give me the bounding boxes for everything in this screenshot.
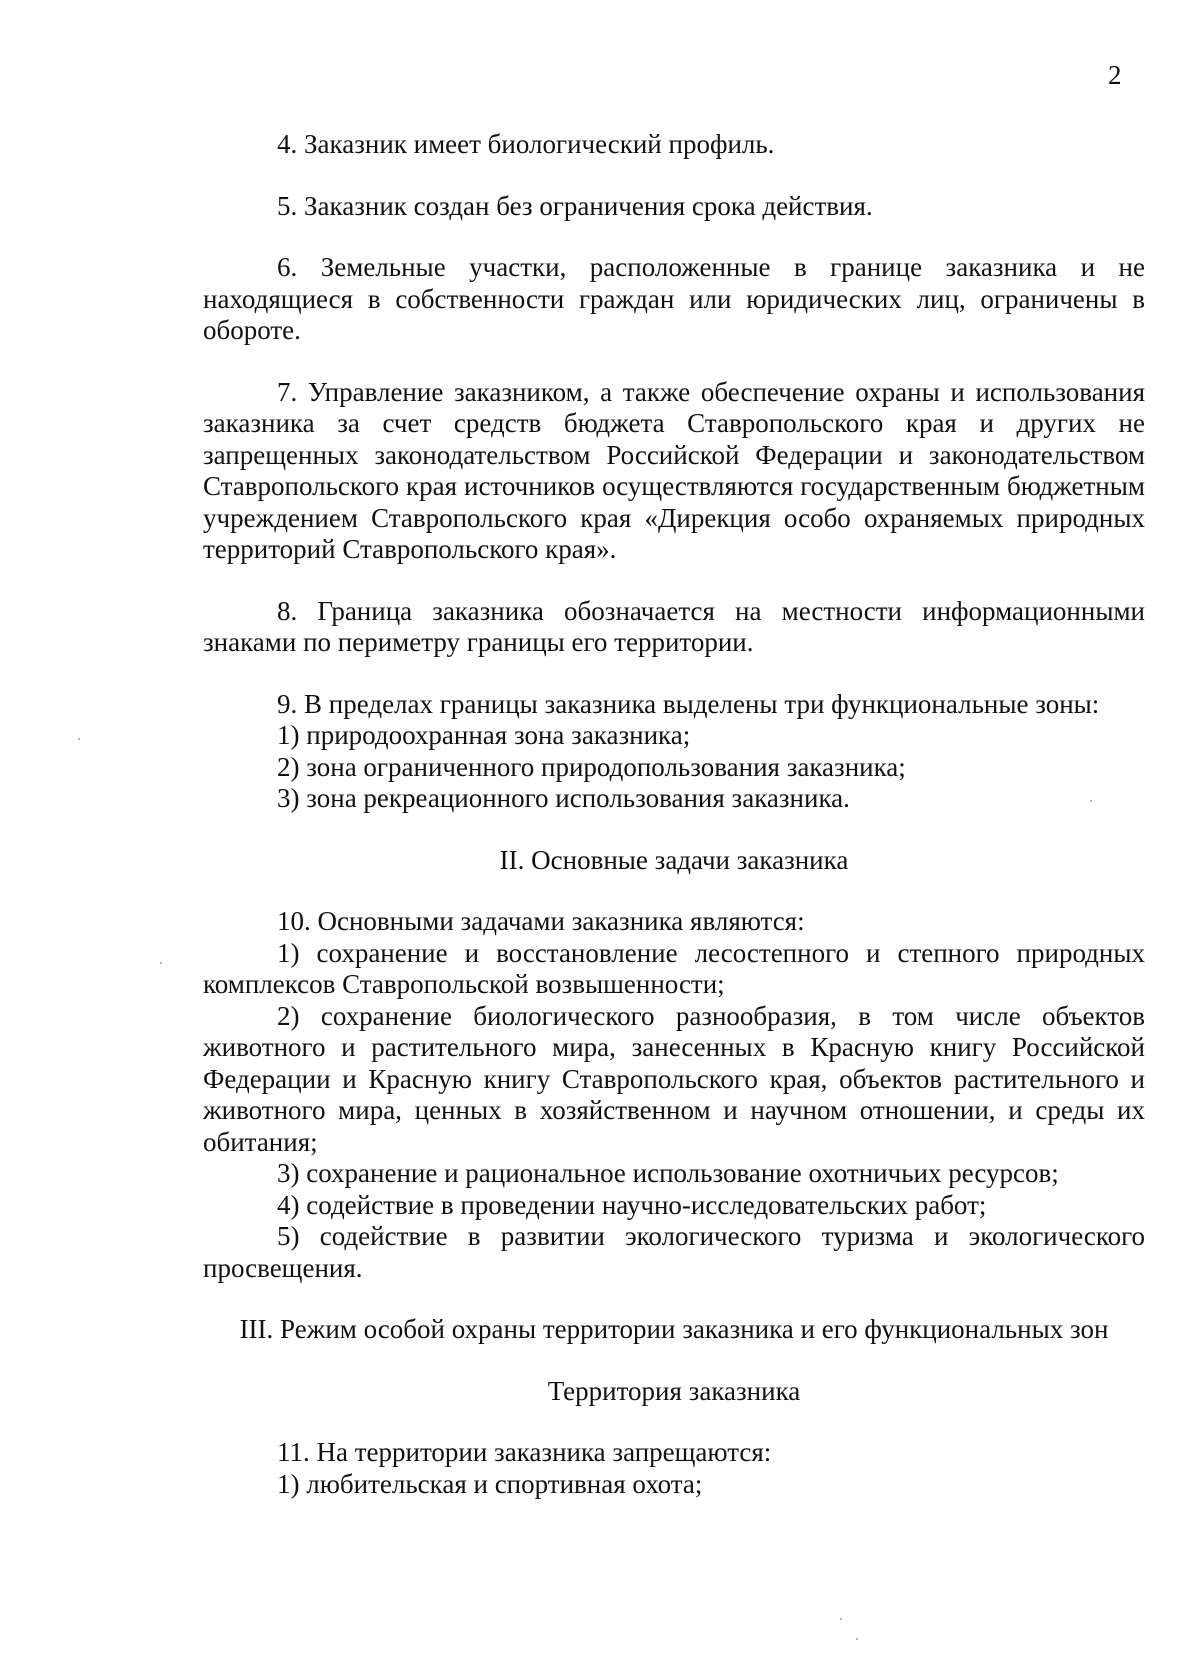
item-11: 11. На территории заказника запрещаются: xyxy=(277,1437,772,1467)
item-7: 7. Управление заказником, а также обеспечение охраны и использования заказника за счет средств бюджета Ставропольского края и других не запрещенных законодательством Российской Федерации и законодательством Ставропольского края источников осуществляются государственным бюджетным учреждением Ставропольского края «Дирекция особо охраняемых природных территорий Ставропольского края». xyxy=(203,376,1145,564)
item-8: 8. Граница заказника обозначается на местности информационными знаками по периметру границы его территории. xyxy=(203,595,1145,657)
scan-speck xyxy=(160,962,162,964)
item-6: 6. Земельные участки, расположенные в границе заказника и не находящиеся в собственности граждан или юридических лиц, ограничены в обороте. xyxy=(203,252,1145,345)
document-body xyxy=(203,129,1145,1500)
page-number: 2 xyxy=(1108,60,1122,90)
task-2: 2) сохранение биологического разнообразия, в том числе объектов животного и растительного мира, занесенных в Красную книгу Российской Федерации и Красную книгу Ставропольского края, объектов растительного и животного мира, ценных в хозяйственном и научном отношении, и среды их обитания; xyxy=(203,1000,1145,1157)
section-2-heading: II. Основные задачи заказника xyxy=(499,844,849,875)
section-3-heading: III. Режим особой охраны территории заказника и его функциональных зон xyxy=(239,1314,1109,1344)
prohibition-1: 1) любительская и спортивная охота; xyxy=(277,1468,703,1499)
zone-1: 1) природоохранная зона заказника; xyxy=(277,720,691,750)
scan-speck xyxy=(840,1618,842,1620)
zone-3: 3) зона рекреационного использования заказника. xyxy=(277,783,850,813)
task-3: 3) сохранение и рациональное использование охотничьих ресурсов; xyxy=(277,1158,1059,1188)
item-9: 9. В пределах границы заказника выделены три функциональные зоны: xyxy=(277,688,1100,719)
section-3-subheading: Территория заказника xyxy=(547,1375,801,1406)
item-10: 10. Основными задачами заказника являются: xyxy=(277,906,805,936)
scan-speck xyxy=(856,1638,858,1640)
task-1: 1) сохранение и восстановление лесостепного и степного природных комплексов Ставропольской возвышенности; xyxy=(203,937,1145,999)
item-4: 4. Заказник имеет биологический профиль. xyxy=(277,129,775,159)
task-4: 4) содействие в проведении научно-исследовательских работ; xyxy=(277,1189,987,1220)
item-5: 5. Заказник создан без ограничения срока действия. xyxy=(277,190,873,221)
task-5: 5) содействие в развитии экологического туризма и экологического просвещения. xyxy=(203,1221,1145,1283)
zone-2: 2) зона ограниченного природопользования заказника; xyxy=(277,751,906,782)
scan-speck xyxy=(78,738,80,740)
scan-speck xyxy=(1090,800,1092,802)
